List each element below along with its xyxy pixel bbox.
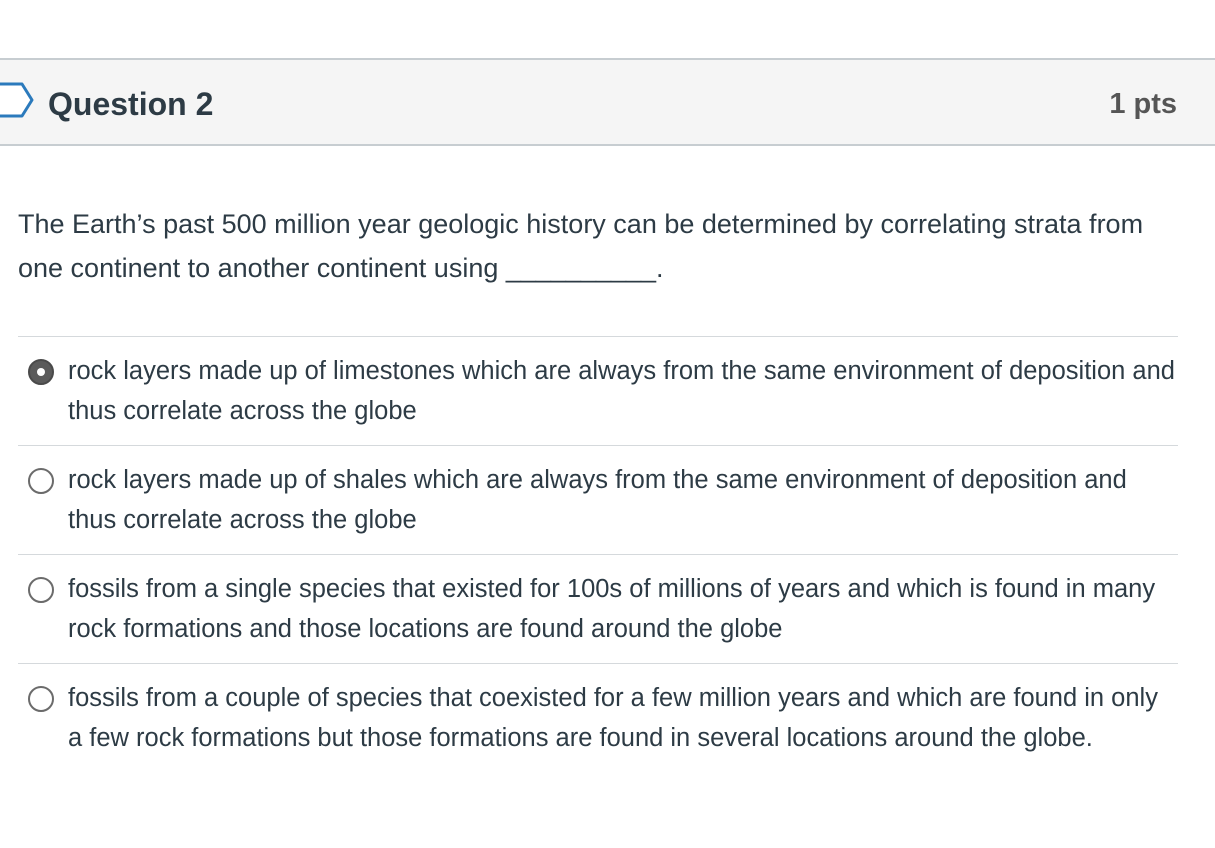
flag-icon[interactable] — [0, 80, 38, 120]
radio-button[interactable] — [28, 468, 54, 494]
radio-button[interactable] — [28, 686, 54, 712]
answer-option-3[interactable] — [18, 554, 1178, 663]
answer-text: fossils from a single species that existed for 100s of millions of years and which is found in many rock formations and those locations are found around the globe — [68, 575, 1156, 643]
answer-option-4[interactable] — [18, 663, 1178, 772]
radio-dot-icon — [37, 368, 45, 376]
answer-text: rock layers made up of limestones which are always from the same environment of deposition and thus correlate across the globe — [68, 357, 1175, 425]
answer-list — [18, 336, 1178, 772]
answer-text: fossils from a couple of species that coexisted for a few million years and which are found in only a few rock formations but those formations are found in several locations around the globe. — [68, 684, 1158, 752]
radio-button-selected[interactable] — [28, 359, 54, 385]
answer-option-2[interactable] — [18, 445, 1178, 554]
radio-button[interactable] — [28, 577, 54, 603]
answer-option-1[interactable] — [18, 336, 1178, 445]
question-header — [0, 58, 1215, 146]
question-text: The Earth’s past 500 million year geologic history can be determined by correlating strata from one continent to another continent using __________. — [18, 209, 1144, 283]
question-title: Question 2 — [48, 86, 214, 122]
question-points: 1 pts — [1109, 88, 1177, 120]
answer-text: rock layers made up of shales which are always from the same environment of deposition and thus correlate across the globe — [68, 466, 1127, 534]
